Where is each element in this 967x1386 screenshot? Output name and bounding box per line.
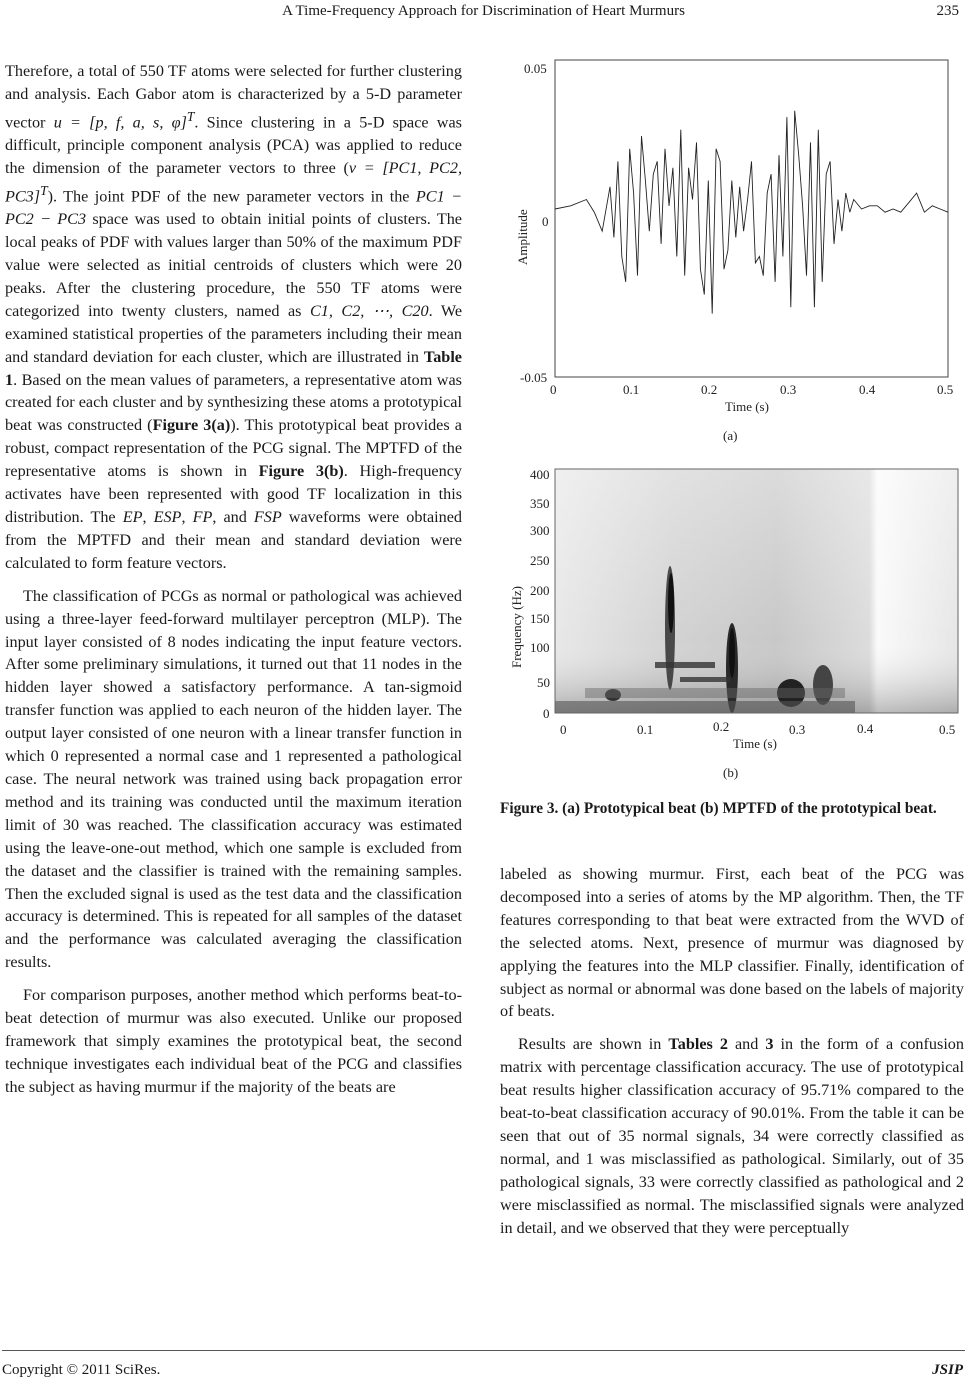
x-label-a: Time (s) (725, 399, 769, 414)
x-tick-b-0: 0 (560, 722, 567, 737)
y-tick-a-1: 0 (542, 214, 549, 229)
paragraph-comparison: For comparison purposes, another method which performs beat-to-beat detection of murmur was also executed. Unlike our proposed framework that simply examines the prototypical beat, the second technique investigates each individual beat of the PCG and classifies the subject as having murmur if the majority of the beats are (5, 986, 462, 1096)
esp-symbol: ESP (153, 508, 182, 526)
x-tick-b-2: 0.2 (713, 719, 730, 734)
figure-3-caption: Figure 3. (a) Prototypical beat (b) MPTFD of the prototypical beat. (500, 800, 937, 817)
journal-name: JSIP (932, 1362, 963, 1378)
panel-label-a: (a) (723, 428, 738, 443)
y-tick-b-5: 150 (530, 611, 550, 626)
x-label-b: Time (s) (733, 736, 777, 751)
right-column (500, 863, 964, 1250)
figure-3b-ref[interactable]: Figure 3(b) (258, 462, 344, 481)
page-number: 235 (936, 3, 959, 19)
plot-frame-a (555, 60, 948, 377)
running-header (0, 0, 967, 30)
page-footer (0, 1358, 967, 1386)
paragraph-beat-procedure: labeled as showing murmur. First, each beat of the PCG was decomposed into a series of atoms by the MP algorithm. Then, the TF features corresponding to that beat were extracted from the WVD of the selected atoms. Next, presence of murmur was diagnosed by applying the features into the MLP classifier. Finally, identification of subject as normal or abnormal was done based on the labels of majority of beats. (500, 865, 964, 1021)
x-tick-a-5: 0.5 (937, 382, 954, 397)
y-tick-b-1: 350 (530, 496, 550, 511)
paragraph-results: Results are shown in Tables 2 and 3 in the form of a confusion matrix with percentage classification accuracy. The use of prototypical beat results higher classification accuracy of 95.71% compared to the beat-to-beat classification accuracy of 90.01%. From the table it can be seen that out of 35 normal signals, 34 were correctly classified as normal, and 1 was misclassified as pathological. Similarly, out of 35 pathological signals, 33 were correctly classified as pathological and 2 were misclassified as normal. The misclassified signals were analyzed in detail, and we observed that they were perceptually (500, 1035, 964, 1237)
waveform-line (555, 111, 948, 314)
y-tick-b-4: 200 (530, 583, 550, 598)
y-label-a: Amplitude (515, 209, 530, 265)
parameter-vector-v: v = [PC1, PC2, PC3] (5, 159, 462, 206)
y-tick-b-3: 250 (530, 553, 550, 568)
paragraph-mlp: The classification of PCGs as normal or pathological was achieved using a three-layer feed-forward multilayer perceptron (MLP). The input layer consisted of 8 nodes indicating the input feature vectors. After some preliminary simulations, it turned out that 11 nodes in the hidden layer showed a satisfactory performance. A tan-sigmoid transfer function was applied to each neuron of the hidden layer. The output layer consisted of one neuron with a linear transfer function in which 0 represented a normal case and 1 represented a pathological case. The neural network was trained using back propagation error method and its training was conducted until the maximum iteration limit of 30 was reached. The classification accuracy was estimated using the leave-one-out method, which one sample is excluded from the dataset and the classifier is trained with the remaining samples. Then the excluded signal is used as the test data and the classification accuracy is determined. This is repeated for all samples of the dataset and the performance was calculated averaging the classification results. (5, 586, 462, 972)
figure-3a-ref[interactable]: Figure 3(a) (152, 416, 231, 435)
x-tick-b-5: 0.5 (939, 722, 956, 737)
cluster-names: C1, C2, ⋯, C20 (309, 301, 429, 320)
pc-space: PC1 − PC2 − PC3 (5, 187, 463, 229)
y-tick-b-8: 0 (543, 706, 550, 721)
figure-3b-mptfd (505, 463, 963, 783)
footer-rule (2, 1350, 965, 1351)
x-tick-a-0: 0 (550, 382, 557, 397)
y-tick-a-2: -0.05 (520, 370, 548, 385)
ep-symbol: EP (122, 508, 143, 526)
running-title: A Time-Frequency Approach for Discrimination of Heart Murmurs (282, 3, 685, 19)
x-tick-a-4: 0.4 (859, 382, 876, 397)
x-tick-b-4: 0.4 (857, 721, 874, 736)
x-tick-a-1: 0.1 (623, 382, 640, 397)
table-1-ref[interactable]: Table 1 (5, 347, 462, 389)
figure-3a-waveform (505, 55, 963, 445)
y-tick-b-0: 400 (530, 467, 550, 482)
parameter-vector-u: u = [p, f, a, s, φ] (53, 113, 187, 132)
left-column (5, 60, 462, 1109)
x-tick-b-1: 0.1 (637, 722, 654, 737)
x-tick-a-3: 0.3 (780, 382, 797, 397)
y-tick-b-7: 50 (537, 675, 550, 690)
table-3-ref[interactable]: 3 (765, 1035, 774, 1054)
paragraph-clustering: Therefore, a total of 550 TF atoms were selected for further clustering and analysis. Each Gabor atom is characterized by a 5-D parameter vector u = [p, f, a, s, φ]$^T$. Since clustering in a 5-D space was difficult, principle component analysis (PCA) was applied to reduce the dimension of the parameter vectors to three (v = [PC1, PC2, PC3]$^T$). The joint PDF of the new parameter vectors in the PC1 − PC2 − PC3 space was used to obtain initial points of clusters. The local peaks of PDF with values larger than 50% of the maximum PDF value were selected as initial centroids of clusters which were 20 peaks. After the clustering procedure, the 550 TF atoms were categorized into twenty clusters, named as C1, C2, ⋯, C20. We examined statistical properties of the parameters including their mean and standard deviation for each cluster, which are illustrated in Table 1. Based on the mean values of parameters, a representative atom was created for each cluster and by synthesizing these atoms a prototypical beat was constructed (Figure 3(a)). This prototypical beat provides a robust, compact representation of the PCG signal. The MPTFD of the representative atoms is shown in Figure 3(b). High-frequency activates have been represented with good TF localization in this distribution. The EP, ESP, FP, and FSP waveforms were obtained from the MPTFD and their mean and standard deviation were calculated to form feature vectors. (5, 62, 463, 572)
copyright: Copyright © 2011 SciRes. (2, 1362, 161, 1378)
fp-symbol: FP (192, 508, 213, 526)
y-tick-b-2: 300 (530, 523, 550, 538)
x-tick-a-2: 0.2 (701, 382, 718, 397)
x-tick-b-3: 0.3 (789, 722, 806, 737)
y-tick-a-0: 0.05 (524, 61, 547, 76)
table-2-ref[interactable]: Tables 2 (668, 1035, 728, 1054)
panel-label-b: (b) (723, 765, 739, 780)
y-tick-b-6: 100 (530, 640, 550, 655)
fsp-symbol: FSP (253, 508, 282, 526)
y-label-b: Frequency (Hz) (509, 586, 524, 668)
